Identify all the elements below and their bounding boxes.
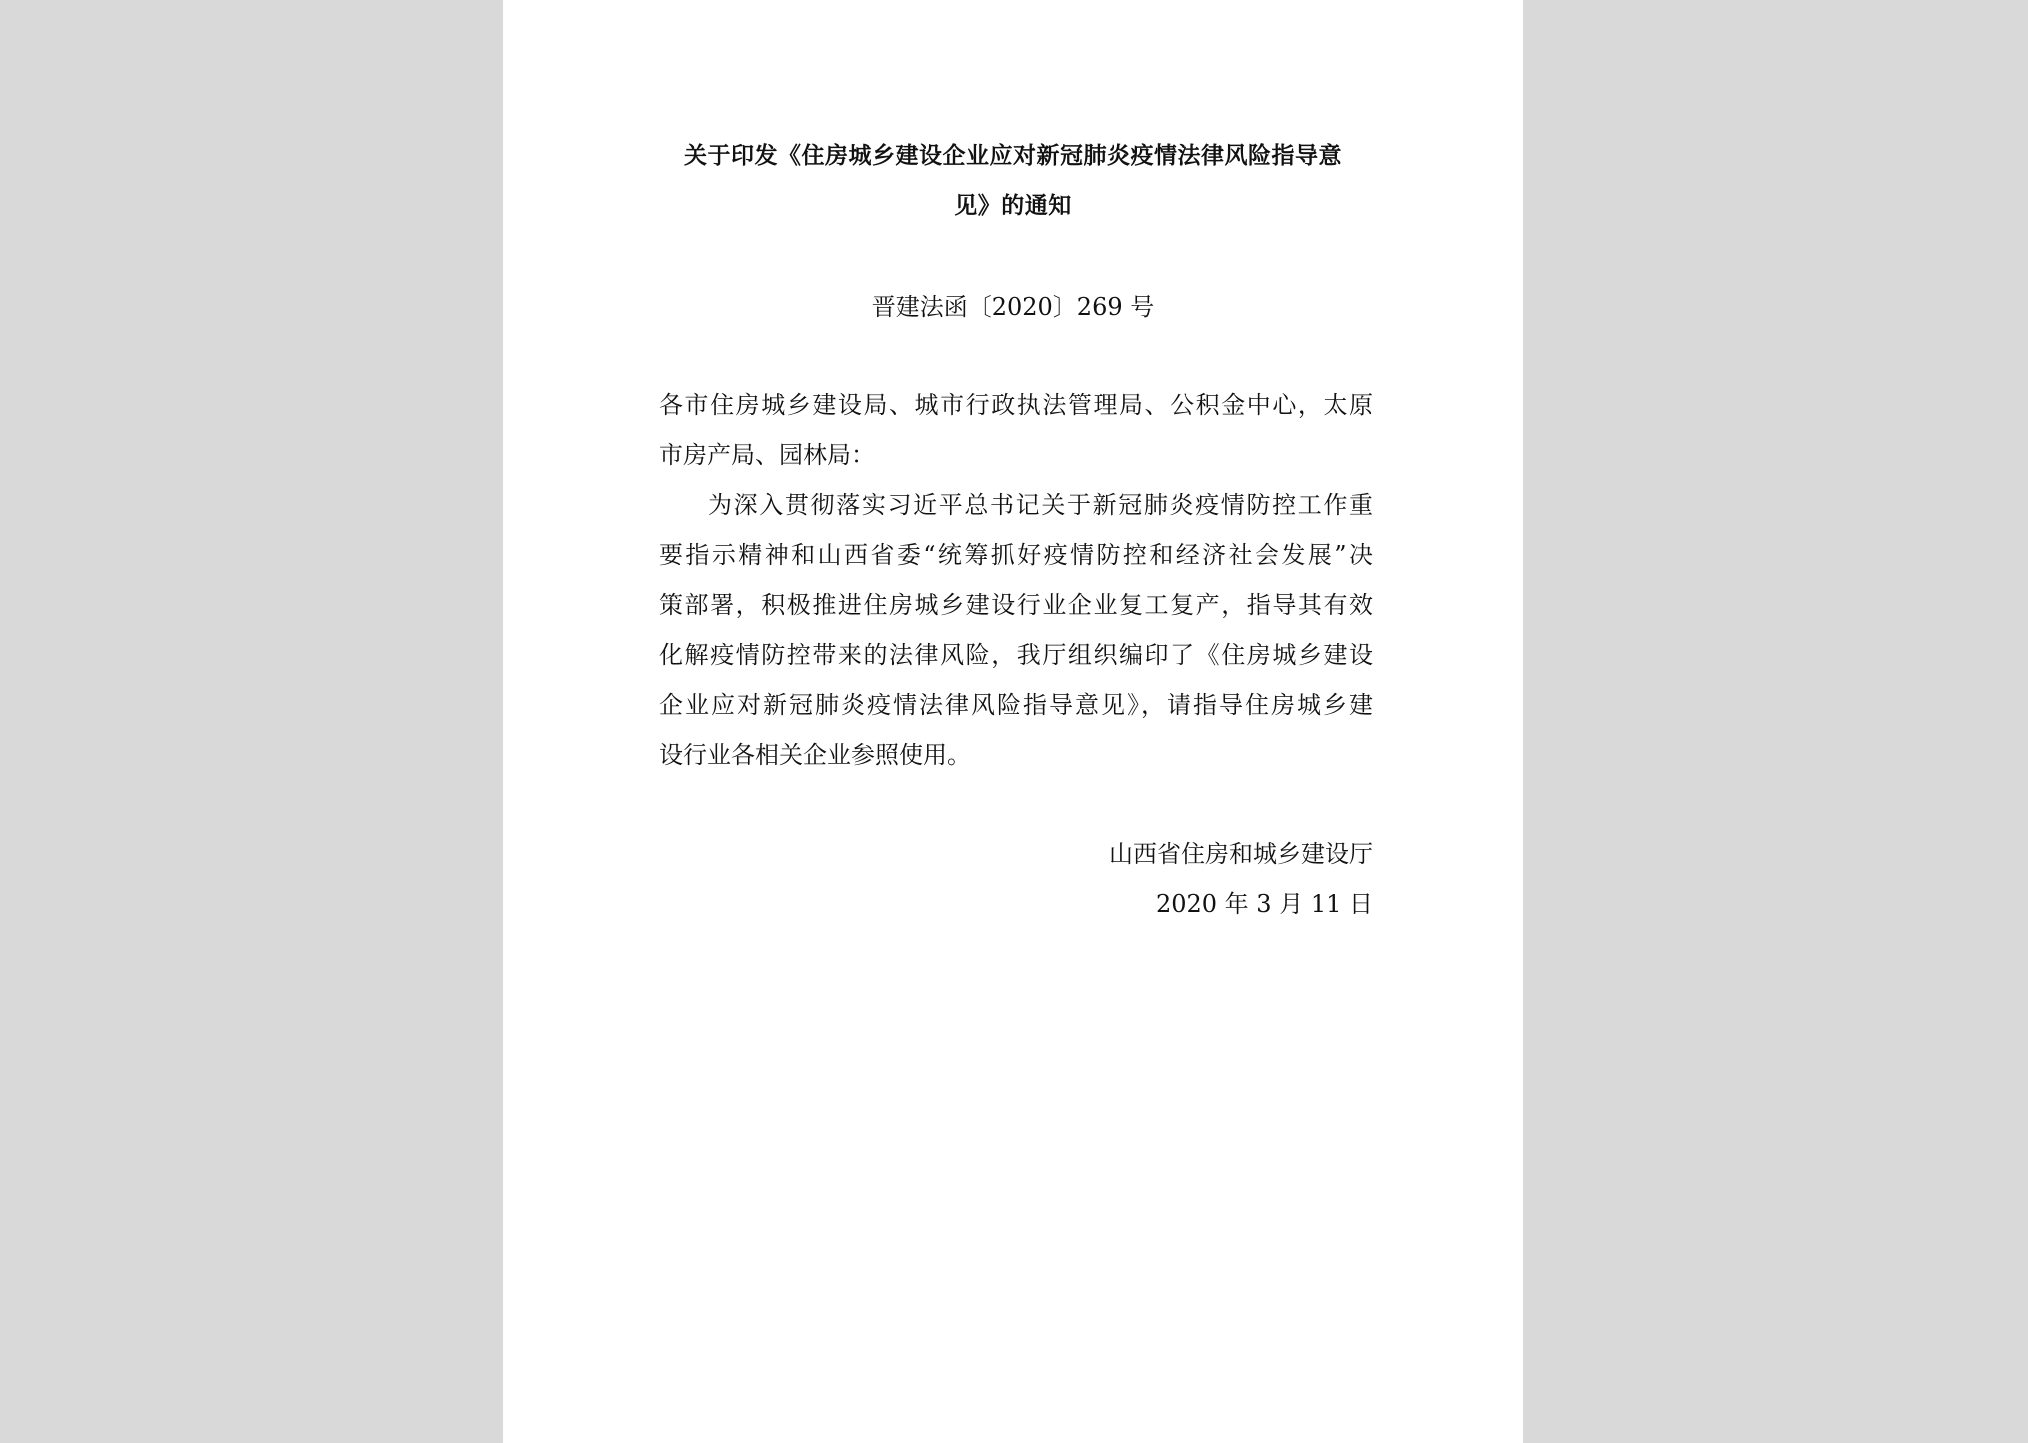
body-line-6: 设行业各相关企业参照使用。 (659, 741, 971, 769)
body-line-2: 要指示精神和山西省委“统筹抓好疫情防控和经济社会发展”决 (659, 541, 1373, 569)
document-page (503, 0, 1523, 1443)
document-title-line-2: 见》的通知 (954, 193, 1072, 219)
body-line-1: 为深入贯彻落实习近平总书记关于新冠肺炎疫情防控工作重 (708, 491, 1373, 519)
signature-organization: 山西省住房和城乡建设厅 (1109, 840, 1373, 868)
signature-date: 2020 年 3 月 11 日 (1155, 890, 1373, 918)
document-number: 晋建法函〔2020〕269 号 (871, 293, 1155, 321)
document-title-line-1: 关于印发《住房城乡建设企业应对新冠肺炎疫情法律风险指导意 (684, 143, 1342, 169)
body-line-5: 企业应对新冠肺炎疫情法律风险指导意见》，请指导住房城乡建 (659, 691, 1373, 719)
body-line-4: 化解疫情防控带来的法律风险，我厅组织编印了《住房城乡建设 (659, 641, 1373, 669)
addressee-line-1: 各市住房城乡建设局、城市行政执法管理局、公积金中心，太原 (659, 391, 1373, 419)
body-line-3: 策部署，积极推进住房城乡建设行业企业复工复产，指导其有效 (659, 591, 1373, 619)
addressee-line-2: 市房产局、园林局： (659, 441, 875, 469)
